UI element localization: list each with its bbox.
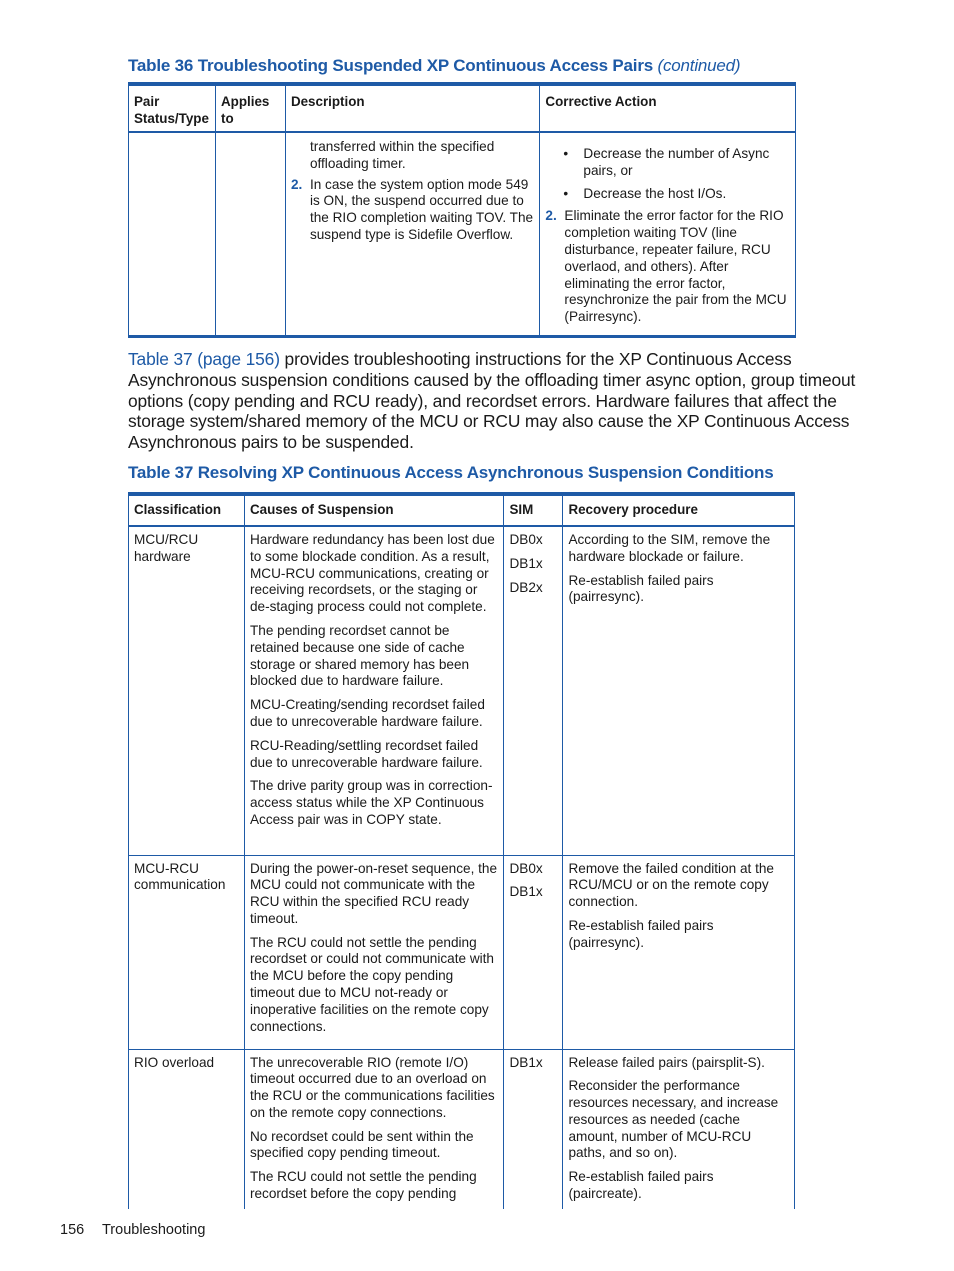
cell-sim — [504, 1049, 563, 1209]
recovery-text: Re-establish failed pairs (paircreate). — [568, 1169, 714, 1202]
cell-sim — [504, 526, 563, 855]
header-pair-status-line2: Status/Type — [134, 110, 209, 126]
cell-recovery — [563, 855, 795, 1049]
action-item-2-number: 2. — [545, 208, 557, 224]
action-list — [545, 208, 790, 326]
cell-causes — [244, 526, 504, 855]
header-corrective-action: Corrective Action — [540, 84, 796, 132]
cause-text: The RCU could not settle the pending recordset or could not communicate with the MCU before the copy pending timeout due to MCU not-ready or inoperative facilities on the remote copy connections. — [249, 934, 494, 1034]
header-pair-status-line1: Pair — [134, 94, 160, 109]
description-item-2-text: In case the system option mode 549 is ON, the suspend occurred due to the RIO completion waiting TOV. The suspend type is Sidefile Overflow. — [309, 176, 534, 242]
cell-pair-status — [129, 132, 216, 336]
cell-corrective-action — [540, 132, 796, 336]
cell-applies-to — [215, 132, 285, 336]
table36 — [128, 82, 796, 338]
intro-paragraph-text: provides troubleshooting instructions for the XP Continuous Access Asynchronous suspension conditions caused by the offloading timer async option, group timeout options (copy pending and RCU ready), and recordset errors. Hardware failures that affect the storage system/shared memory of the MCU or RCU may also cause the XP Continuous Access Asynchronous pairs to be suspended. — [128, 349, 856, 453]
table36-header-row — [129, 84, 796, 132]
cause-text: The unrecoverable RIO (remote I/O) timeout occurred due to an overload on the RCU or the communications facilities on the remote copy connections. — [249, 1054, 495, 1120]
table36-caption-title: Table 36 Troubleshooting Suspended XP Continuous Access Pairs — [128, 56, 653, 75]
sim-code: DB0x — [509, 860, 543, 876]
recovery-text: Re-establish failed pairs (pairresync). — [568, 917, 714, 950]
cell-recovery — [563, 526, 795, 855]
table36-caption-continued: (continued) — [657, 56, 741, 75]
action-bullet-2-text: Decrease the host I/Os. — [583, 185, 727, 201]
sim-code: DB1x — [509, 884, 543, 900]
bullet-icon: • — [563, 146, 569, 161]
sim-code: DB0x — [509, 532, 543, 547]
cause-text: Hardware redundancy has been lost due to some blockade condition. As a result, MCU-RCU communications, creating or receiving recordsets, or the staging or de-staging process could not complete. — [249, 532, 495, 615]
table37 — [128, 492, 795, 1209]
cause-text: The drive parity group was in correction-access status while the XP Continuous Access pair was in COPY state. — [249, 778, 493, 827]
table37-link[interactable]: Table 37 (page 156) — [128, 349, 280, 369]
action-bullet-1-text: Decrease the number of Async pairs, or — [583, 146, 770, 178]
table37-caption: Table 37 Resolving XP Continuous Access Asynchronous Suspension Conditions — [128, 463, 774, 482]
cell-sim — [504, 855, 563, 1049]
table-row — [129, 1049, 795, 1209]
page-number: 156 — [60, 1222, 85, 1238]
action-bullet-list — [545, 146, 790, 202]
cell-classification: MCU/RCU hardware — [129, 526, 245, 855]
cause-text: During the power-on-reset sequence, the MCU could not communicate with the RCU within the specified RCU ready timeout. — [249, 860, 498, 926]
bullet-icon: • — [563, 185, 569, 201]
recovery-text: Remove the failed condition at the RCU/MCU or on the remote copy connection. — [568, 860, 774, 910]
header-classification: Classification — [129, 494, 245, 526]
intro-paragraph — [128, 349, 873, 453]
header-sim: SIM — [504, 494, 563, 526]
footer-section: Troubleshooting — [101, 1222, 206, 1238]
cell-classification: RIO overload — [129, 1049, 245, 1209]
sim-code: DB2x — [509, 579, 543, 595]
cause-text: No recordset could be sent within the specified copy pending timeout. — [249, 1128, 474, 1161]
table36-row — [129, 132, 796, 336]
header-pair-status — [129, 84, 216, 132]
table-row — [129, 855, 795, 1049]
table36-caption — [128, 56, 740, 76]
header-description: Description — [285, 84, 539, 132]
description-item-2 — [291, 177, 534, 244]
cell-description — [285, 132, 539, 336]
table-row — [129, 526, 795, 855]
description-list — [291, 177, 534, 244]
header-recovery: Recovery procedure — [563, 494, 795, 526]
page-footer — [60, 1222, 205, 1238]
cell-recovery — [563, 1049, 795, 1209]
action-bullet-1 — [545, 146, 790, 180]
recovery-text: Release failed pairs (pairsplit-S). — [568, 1054, 765, 1070]
recovery-text: Reconsider the performance resources necessary, and increase resources as needed (cache amount, number of MCU-RCU paths, and so on). — [568, 1078, 779, 1161]
action-item-2 — [545, 208, 790, 326]
sim-code: DB1x — [509, 1054, 543, 1070]
description-continued-text: transferred within the specified offloading timer. — [309, 139, 495, 171]
cause-text: RCU-Reading/settling recordset failed due to unrecoverable hardware failure. — [249, 737, 483, 770]
cause-text: MCU-Creating/sending recordset failed due to unrecoverable hardware failure. — [249, 697, 485, 729]
description-item-2-number: 2. — [290, 176, 303, 192]
header-causes: Causes of Suspension — [244, 494, 504, 526]
action-bullet-2 — [545, 186, 790, 203]
cause-text: The RCU could not settle the pending recordset before the copy pending — [249, 1169, 477, 1202]
recovery-text: Re-establish failed pairs (pairresync). — [568, 572, 714, 605]
table37-header-row — [129, 494, 795, 526]
cell-causes — [244, 855, 504, 1049]
recovery-text: According to the SIM, remove the hardware blockade or failure. — [568, 532, 771, 564]
action-item-2-text: Eliminate the error factor for the RIO completion waiting TOV (line disturbance, repeater failure, RCU overlaod, and others). After eliminating the error factor, resynchronize the pair from the MCU (Pairresync). — [564, 208, 787, 325]
cell-causes — [244, 1049, 504, 1209]
sim-code: DB1x — [509, 555, 543, 571]
cell-classification: MCU-RCU communication — [129, 855, 245, 1049]
cause-text: The pending recordset cannot be retained because one side of cache storage or shared memory has been blocked due to hardware failure. — [249, 622, 470, 689]
header-applies-to: Applies to — [215, 84, 285, 132]
